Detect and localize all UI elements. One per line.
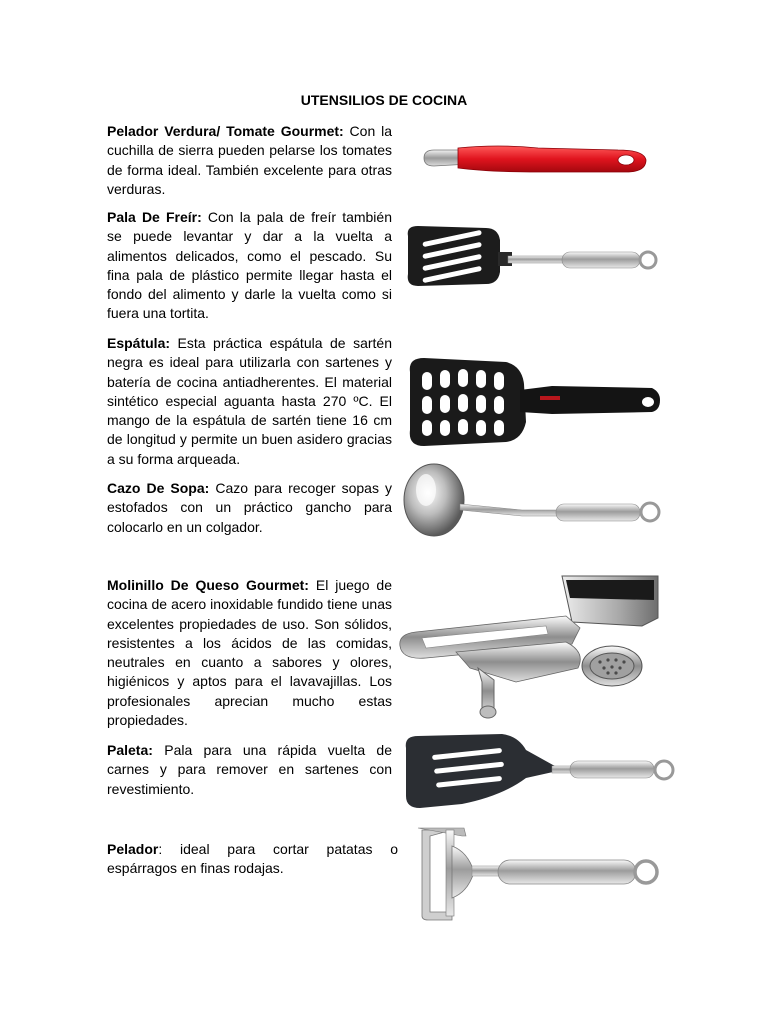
item-pala-de-freir [107,208,392,324]
item-name: Espátula: [107,335,171,351]
soup-ladle-icon [402,460,670,544]
item-description: Con la cuchilla de sierra pueden pelarse los tomates de forma ideal. También excelente para otras verduras. [107,123,392,197]
page-title: UTENSILIOS DE COCINA [300,92,468,108]
frying-spatula-icon [402,222,664,294]
item-description: Con la pala de freír también se puede levantar y dar a la vuelta a alimentos delicados, como el pescado. Su fina pala de plástico permite llegar hasta el fondo del alimento y darle la vuelta como si fuera una tortita. [107,209,392,322]
item-description: Cazo para recoger sopas y estofados con un práctico gancho para colocarlo en un colgador. [107,480,393,535]
black-spatula-icon [402,356,664,448]
item-name: Pelador [107,841,159,857]
item-paleta [107,741,392,799]
item-pelador [107,840,398,879]
item-description: Esta práctica espátula de sartén negra es ideal para utilizarla con sartenes y batería de cocina antiadherentes. El material sintético especial aguanta hasta 270 ºC. El mango de la espátula de sartén tiene 16 cm de longitud y permite un buen asidero gracias a su forma arqueada. [107,335,392,467]
cheese-grater-icon [396,572,668,724]
item-name: Molinillo De Queso Gourmet: [107,577,309,593]
item-name: Paleta: [107,742,153,758]
turner-icon [402,730,678,812]
item-pelador-verdura [107,122,392,199]
item-name: Pala De Freír: [107,209,202,225]
item-name: Cazo De Sopa: [107,480,210,496]
item-molinillo-de-queso [107,576,392,730]
item-description: Pala para una rápida vuelta de carnes y para remover en sartenes con revestimiento. [107,742,392,797]
item-description: : ideal para cortar patatas o espárragos en finas rodajas. [107,841,398,877]
red-peeler-icon [418,138,654,186]
y-peeler-icon [408,822,664,924]
item-cazo-de-sopa [107,479,392,537]
item-description: El juego de cocina de acero inoxidable fundido tiene unas excelentes propiedades de uso. Son sólidos, resistentes a los ácidos de las comidas, neutrales en cuanto a sabores y olores, higiénicos y aptos para el lavavajillas. Los profesionales aprecian mucho estas propiedades. [107,577,392,729]
item-espatula [107,334,392,469]
item-name: Pelador Verdura/ Tomate Gourmet: [107,123,344,139]
